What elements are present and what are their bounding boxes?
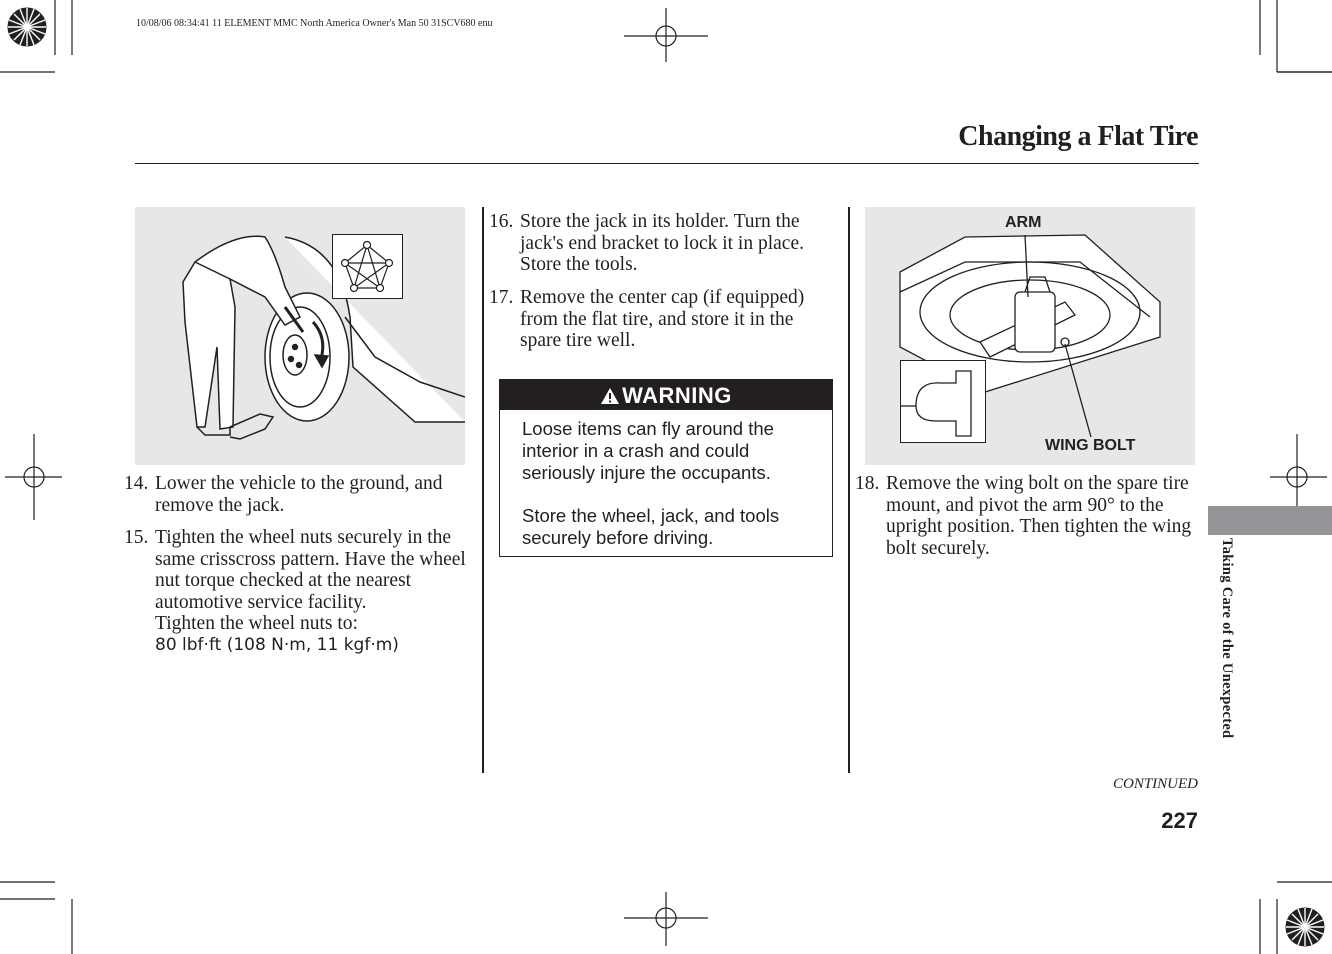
warning-text-2: Store the wheel, jack, and tools securely before driving. xyxy=(522,505,780,548)
page-title: Changing a Flat Tire xyxy=(958,121,1198,152)
callout-wing-bolt: WING BOLT xyxy=(1045,437,1136,454)
registration-mark-icon xyxy=(5,434,62,520)
column-divider xyxy=(482,207,484,773)
warning-box xyxy=(499,379,833,557)
step-number: 15. xyxy=(124,527,149,548)
print-metadata: 10/08/06 08:34:41 11 ELEMENT MMC North America Owner's Man 50 31SCV680 enu xyxy=(136,18,493,29)
column-divider xyxy=(848,207,850,773)
step-text: Lower the vehicle to the ground, and remove the jack. xyxy=(155,473,443,516)
step-15 xyxy=(124,527,469,656)
step-text: Tighten the wheel nuts securely in the same crisscross pattern. Have the wheel nut torque checked at the nearest automotive service facility. xyxy=(155,527,466,613)
continued-label: CONTINUED xyxy=(1112,776,1198,792)
section-side-text: Taking Care of the Unexpected xyxy=(1219,538,1235,739)
figure-tighten-wheel-nuts xyxy=(135,207,465,465)
callout-arm: ARM xyxy=(1005,214,1042,231)
step-number: 18. xyxy=(855,473,880,494)
torque-spec: 80 lbf·ft (108 N·m, 11 kgf·m) xyxy=(155,634,399,655)
step-text: Remove the center cap (if equipped) from the flat tire, and store it in the spare tire well. xyxy=(520,287,805,351)
step-number: 17. xyxy=(489,287,514,308)
wheel-illustration xyxy=(135,207,465,465)
warning-label: WARNING xyxy=(622,383,732,408)
page-number: 227 xyxy=(1161,808,1198,833)
crisscross-pattern-inset xyxy=(332,234,403,299)
registration-mark-icon xyxy=(624,892,708,946)
starburst-mark-icon xyxy=(8,8,46,46)
step-14 xyxy=(124,473,469,516)
step-number: 14. xyxy=(124,473,149,494)
step-number: 16. xyxy=(489,211,514,232)
warning-heading xyxy=(500,380,832,410)
section-tab xyxy=(1208,506,1332,535)
warning-text-1: Loose items can fly around the interior in a crash and could seriously injure the occupants. xyxy=(522,418,774,483)
starburst-mark-icon xyxy=(1286,908,1324,946)
title-rule xyxy=(135,163,1199,164)
section-side-label xyxy=(1213,538,1235,798)
figure-spare-tire-mount xyxy=(865,207,1195,465)
step-text: Store the jack in its holder. Turn the jack's end bracket to lock it in place. Store the tools. xyxy=(520,211,804,275)
wing-bolt-inset xyxy=(900,360,986,443)
step-18 xyxy=(855,473,1200,559)
step-subtext: Tighten the wheel nuts to: xyxy=(155,613,358,634)
warning-triangle-icon xyxy=(600,387,620,405)
step-text: Remove the wing bolt on the spare tire mount, and pivot the arm 90° to the upright position. Then tighten the wing bolt securely. xyxy=(886,473,1192,559)
step-17 xyxy=(489,287,829,352)
registration-mark-icon xyxy=(624,8,708,62)
step-16 xyxy=(489,211,829,276)
